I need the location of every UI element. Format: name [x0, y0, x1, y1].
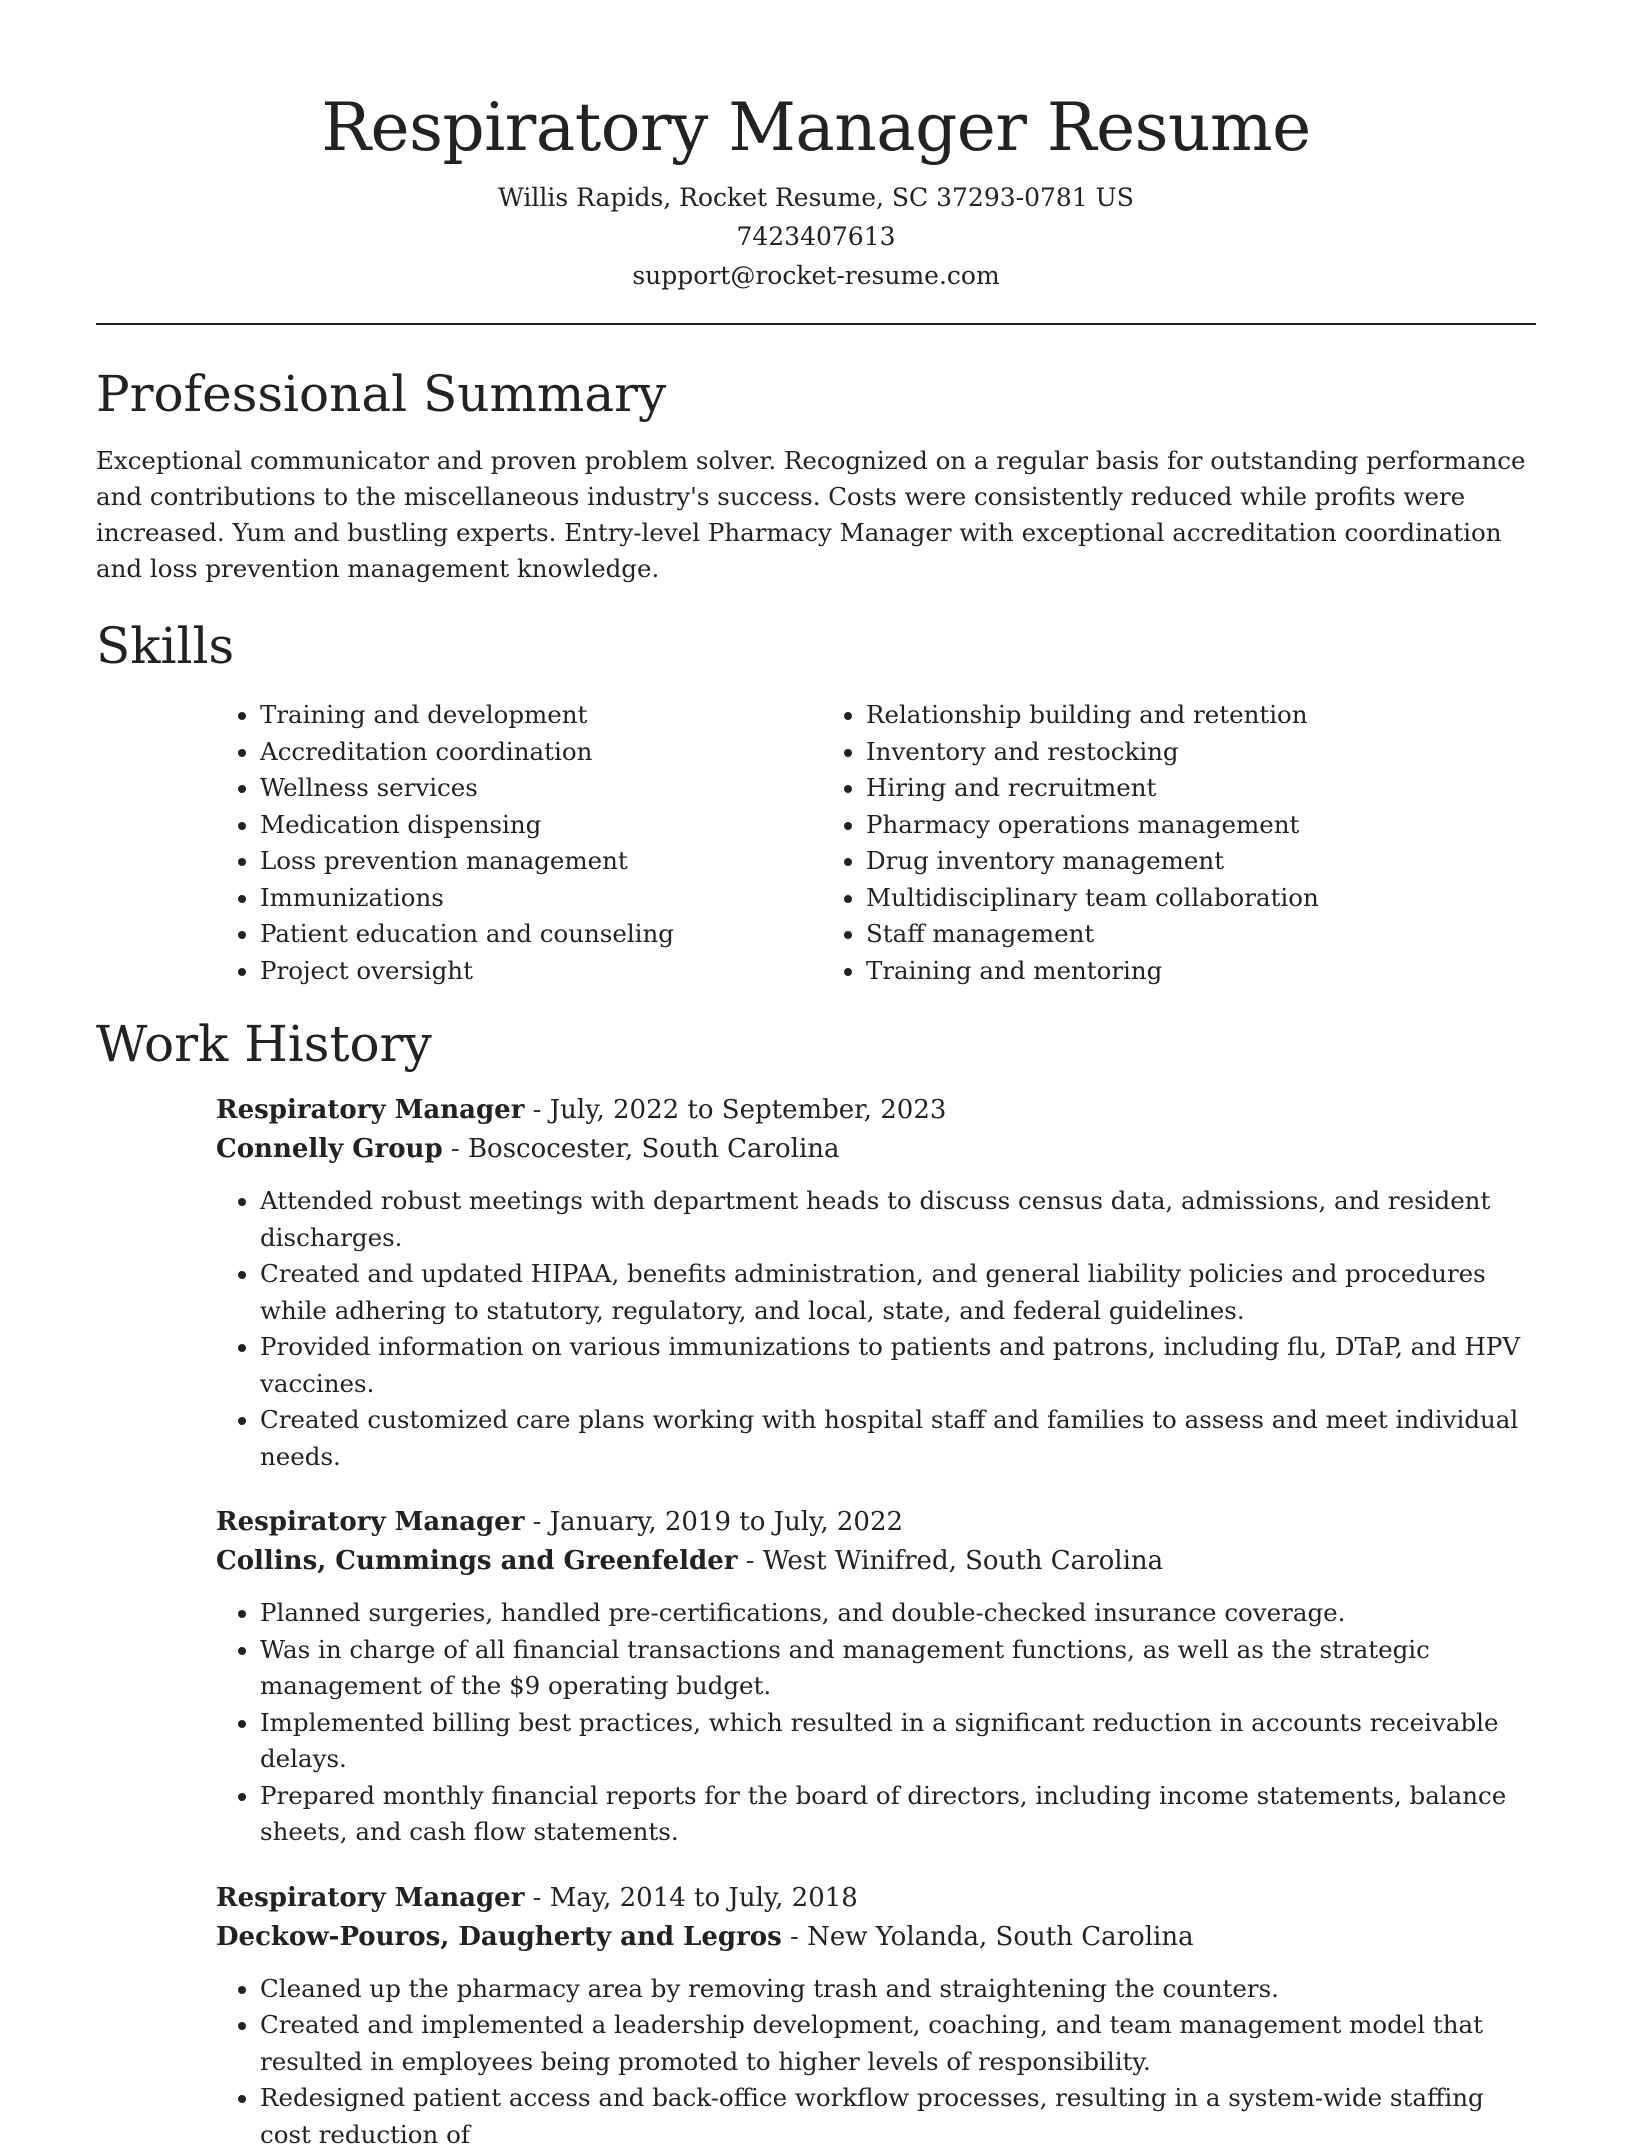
skill-item: • Immunizations [260, 880, 822, 917]
resume-header [96, 0, 1536, 295]
job-bullets [216, 1595, 1536, 1851]
job-bullet: • Attended robust meetings with department heads to discuss census data, admissions, and resident discharges. [260, 1183, 1536, 1256]
skills-column-right [822, 697, 1428, 989]
job-title-line [216, 1091, 1536, 1130]
job-company: Deckow-Pouros, Daugherty and Legros [216, 1922, 782, 1952]
job-title: Respiratory Manager [216, 1507, 524, 1537]
job-title-line [216, 1503, 1536, 1542]
job-location: New Yolanda, South Carolina [807, 1922, 1193, 1952]
job-company-line [216, 1918, 1536, 1957]
job-bullet: • Planned surgeries, handled pre-certifications, and double-checked insurance coverage. [260, 1595, 1536, 1632]
job-company: Connelly Group [216, 1134, 443, 1164]
address: Willis Rapids, Rocket Resume, SC 37293-0781 US [96, 178, 1536, 217]
separator: - [443, 1134, 468, 1164]
skills-heading: Skills [96, 613, 1536, 679]
job-bullet: • Created customized care plans working with hospital staff and families to assess and meet individual needs. [260, 1402, 1536, 1475]
skill-item: • Loss prevention management [260, 843, 822, 880]
job-title: Respiratory Manager [216, 1883, 524, 1913]
job-company-line [216, 1130, 1536, 1169]
skill-item: • Project oversight [260, 953, 822, 990]
skill-item: • Pharmacy operations management [866, 807, 1428, 844]
job-company-line [216, 1542, 1536, 1581]
job-entry [216, 1503, 1536, 1851]
job-bullet: • Created and implemented a leadership development, coaching, and team management model that resulted in employees being promoted to higher levels of responsibility. [260, 2007, 1536, 2080]
skills-grid [216, 697, 1536, 989]
skill-item: • Training and development [260, 697, 822, 734]
skills-section [96, 613, 1536, 989]
contact-info [96, 178, 1536, 295]
skill-item: • Hiring and recruitment [866, 770, 1428, 807]
separator: - [782, 1922, 807, 1952]
separator: - [737, 1546, 762, 1576]
work-history-heading: Work History [96, 1011, 1536, 1077]
separator: - [524, 1883, 549, 1913]
skill-item: • Staff management [866, 916, 1428, 953]
email: support@rocket-resume.com [96, 256, 1536, 295]
skill-item: • Multidisciplinary team collaboration [866, 880, 1428, 917]
job-dates: May, 2014 to July, 2018 [550, 1883, 858, 1913]
resume-title: Respiratory Manager Resume [96, 86, 1536, 170]
job-bullet: • Redesigned patient access and back-office workflow processes, resulting in a system-wide staffing cost reduction of [260, 2080, 1536, 2153]
job-bullet: • Cleaned up the pharmacy area by removing trash and straightening the counters. [260, 1971, 1536, 2008]
skill-item: • Relationship building and retention [866, 697, 1428, 734]
job-title-line [216, 1879, 1536, 1918]
job-bullet: • Was in charge of all financial transactions and management functions, as well as the strategic management of the $9 operating budget. [260, 1632, 1536, 1705]
separator: - [524, 1095, 549, 1125]
resume-page [96, 0, 1536, 2112]
job-title: Respiratory Manager [216, 1095, 524, 1125]
job-company: Collins, Cummings and Greenfelder [216, 1546, 737, 1576]
job-location: West Winifred, South Carolina [763, 1546, 1163, 1576]
job-bullet: • Prepared monthly financial reports for the board of directors, including income statements, balance sheets, and cash flow statements. [260, 1778, 1536, 1851]
job-entry [216, 1091, 1536, 1475]
separator: - [524, 1507, 549, 1537]
job-location: Boscocester, South Carolina [468, 1134, 840, 1164]
skill-item: • Training and mentoring [866, 953, 1428, 990]
skills-column-left [216, 697, 822, 989]
job-bullet: • Created and updated HIPAA, benefits administration, and general liability policies and procedures while adhering to statutory, regulatory, and local, state, and federal guidelines. [260, 1256, 1536, 1329]
skill-item: • Accreditation coordination [260, 734, 822, 771]
skill-item: • Wellness services [260, 770, 822, 807]
job-bullets [216, 1183, 1536, 1475]
skill-item: • Medication dispensing [260, 807, 822, 844]
summary-text: Exceptional communicator and proven problem solver. Recognized on a regular basis for outstanding performance and contributions to the miscellaneous industry's success. Costs were consistently reduced while profits were increased. Yum and bustling experts. Entry-level Pharmacy Manager with exceptional accreditation coordination and loss prevention management knowledge. [96, 443, 1536, 587]
skill-item: • Patient education and counseling [260, 916, 822, 953]
job-entry [216, 1879, 1536, 2153]
summary-heading: Professional Summary [96, 361, 1536, 427]
job-dates: July, 2022 to September, 2023 [550, 1095, 947, 1125]
phone: 7423407613 [96, 217, 1536, 256]
skill-item: • Inventory and restocking [866, 734, 1428, 771]
job-bullet: • Provided information on various immunizations to patients and patrons, including flu, DTaP, and HPV vaccines. [260, 1329, 1536, 1402]
summary-section [96, 361, 1536, 587]
job-bullet: • Implemented billing best practices, which resulted in a significant reduction in accounts receivable delays. [260, 1705, 1536, 1778]
skill-item: • Drug inventory management [866, 843, 1428, 880]
header-divider [96, 323, 1536, 325]
job-bullets [216, 1971, 1536, 2153]
work-history-section [96, 1011, 1536, 2153]
job-dates: January, 2019 to July, 2022 [550, 1507, 903, 1537]
